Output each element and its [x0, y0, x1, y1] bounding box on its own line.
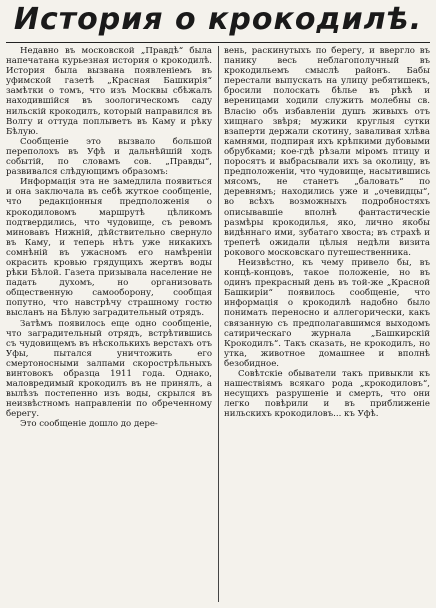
- column-divider: [218, 46, 219, 602]
- article-paragraph: Совѣтскіе обыватели такъ привыкли къ нашествіямъ всякаго рода „крокодиловъ“, несущихъ разрушеніе и смерть, что они легко повѣрили и въ приближеніе нильскихъ крокодиловъ... къ Уфѣ.: [224, 369, 430, 420]
- left-column: [6, 46, 212, 604]
- article-paragraph: Сообщеніе это вызвало большой переполохъ въ Уфѣ и дальнѣйшій ходъ событій, по словамъ сов. „Правды“, развивался слѣдующимъ образомъ:: [6, 136, 212, 178]
- article-paragraph: вень, раскинутыхъ по берегу, и ввергло въ панику весь неблагополучный въ крокодильемъ смыслѣ районъ. Бабы перестали выпускать на улицу ребятишекъ, бросили полоскать бѣлье въ рѣкѣ и вереницами ходили служить молебны св. Власію объ избавленіи душъ живыхъ отъ хищнаго звѣря; мужики круглыя сутки взаперти держали скотину, заваливая хлѣва камнями, подпирая ихъ крѣпкими дубовыми обрубками; кое-гдѣ рѣзали міромъ птицу и поросятъ и выбрасывали ихъ за околицу, въ предположеніи, что чудовище, насытившись мясомъ, не станетъ „баловать“ по деревнямъ; находились уже и „очевидцы“, во всѣхъ возможныхъ подробностяхъ описывавшіе вполнѣ фантастическіе размѣры крокодилья, яко, лично якобы видѣннаго ими, зубатаго хвоста; въ страхѣ и трепетѣ ожидали цѣлыя недѣли визита рокового московскаго путешественника.: [224, 46, 430, 258]
- article-paragraph: Затѣмъ появилось еще одно сообщеніе, что заградительный отрядъ, встрѣтившись съ чудовищемъ въ нѣсколькихъ верстахъ отъ Уфы, пытался уничтожить его смертоносными залпами скорострѣльныхъ винтовокъ образца 1911 года. Однако, маловредимый крокодилъ въ не принялъ, а вылѣзъ постепенно изъ воды, скрылся въ неизвѣстномъ направленіи по обреченному берегу.: [6, 318, 212, 420]
- article-paragraph: Это сообщеніе дошло до дере-: [20, 419, 158, 430]
- article-paragraph: Неизвѣстно, къ чему привело бы, въ концѣ-концовъ, такое положеніе, но въ одинъ прекрасный день въ той-же „Красной Башкиріи“ появилось сообщеніе, что информація о крокодилѣ надобно было понимать переносно и аллегорически, какъ связанную съ предполагавшимся выходомъ сатирическаго журнала „Башкирскій Крокодилъ“. Такъ сказать, не крокодилъ, но утка, животное домашнее и вполнѣ безобидное.: [224, 257, 430, 369]
- headline-rule: [6, 42, 430, 43]
- article-headline: История о крокодилѣ.: [13, 2, 423, 37]
- right-column: [224, 46, 430, 604]
- article-paragraph: Информація эта не замедлила появиться и она заключала въ себѣ жуткое сообщеніе, что редакціонныя предположенія о крокодиловомъ маршрутѣ цѣликомъ подтвердились, что чудовище, съ ревомъ миновавъ Нижній, дѣйствительно свернуло въ Каму, и теперь нѣтъ уже никакихъ сомнѣній въ ужасномъ его намѣреніи окрасить кровью грядущихъ жертвъ воды рѣки Бѣлой. Газета призывала население не падать духомъ, но организовать общественную самооборону, сообщая попутно, что навстрѣчу страшному гостю высланъ на Бѣлую заградительный отрядъ.: [6, 177, 212, 319]
- article-paragraph: Недавно въ московской „Правдѣ“ была напечатана курьезная история о крокодилѣ. История была вызвана появленіемъ въ уфимской газетѣ „Красная Башкирія“ замѣтки о томъ, что изъ Москвы сбѣжалъ находившійся въ зоологическомъ саду нильскій крокодилъ, который направился въ Волгу и оттуда поплыветъ въ Каму и рѣку Бѣлую.: [6, 46, 212, 137]
